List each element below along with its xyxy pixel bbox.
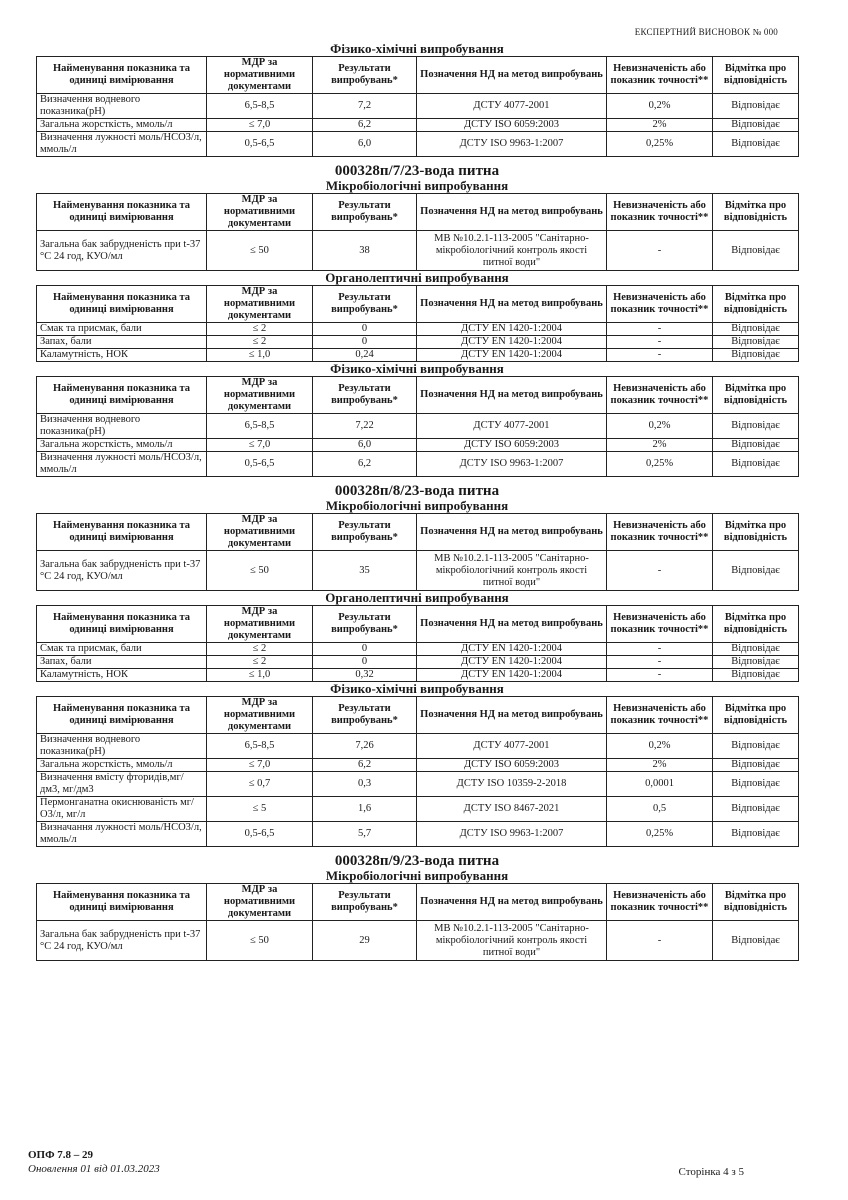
indicator-cell: Визначення лужності моль/НСО3/л, ммоль/л [37,452,207,477]
method-cell: ДСТУ EN 1420-1:2004 [417,656,607,669]
result-block [36,271,798,362]
method-cell: ДСТУ ISO 6059:2003 [417,759,607,772]
column-header-uncertainty: Невизначеність або показник точності** [607,57,713,94]
table-header-row [37,194,799,231]
section-title: Фізико-хімічні випробування [330,41,504,56]
column-header-compliance: Відмітка про відповідність [713,57,799,94]
footer-form-info [28,1148,160,1176]
result-cell: 6,2 [313,119,417,132]
column-header-result: Результати випробувань* [313,286,417,323]
result-block [36,42,798,157]
column-header-method: Позначення НД на метод випробувань [417,377,607,414]
result-block [36,483,798,591]
indicator-cell: Загальна жорсткість, ммоль/л [37,759,207,772]
table-row [37,669,799,682]
method-cell: ДСТУ EN 1420-1:2004 [417,669,607,682]
uncertainty-cell: 0,25% [607,132,713,157]
column-header-compliance: Відмітка про відповідність [713,286,799,323]
section-title: Мікробіологічні випробування [325,178,509,193]
norm-cell: ≤ 2 [207,323,313,336]
result-cell: 0 [313,643,417,656]
section-title: Органолептичні випробування [325,270,509,285]
table-row [37,772,799,797]
compliance-cell: Відповідає [713,132,799,157]
compliance-cell: Відповідає [713,452,799,477]
column-header-norm: МДР за нормативними документами [207,194,313,231]
indicator-cell: Каламутність, НОК [37,349,207,362]
norm-cell: ≤ 50 [207,231,313,271]
method-cell: ДСТУ ISO 6059:2003 [417,439,607,452]
compliance-cell: Відповідає [713,822,799,847]
section-title: Фізико-хімічні випробування [330,361,504,376]
result-cell: 1,6 [313,797,417,822]
result-cell: 6,2 [313,452,417,477]
method-cell: ДСТУ 4077-2001 [417,734,607,759]
column-header-uncertainty: Невизначеність або показник точності** [607,697,713,734]
table-row [37,921,799,961]
uncertainty-cell: 0,0001 [607,772,713,797]
column-header-method: Позначення НД на метод випробувань [417,194,607,231]
result-cell: 0 [313,656,417,669]
uncertainty-cell: - [607,349,713,362]
compliance-cell: Відповідає [713,323,799,336]
indicator-cell: Визначення лужності моль/НСО3/л, ммоль/л [37,132,207,157]
table-row [37,643,799,656]
section-title: Мікробіологічні випробування [325,868,509,883]
compliance-cell: Відповідає [713,349,799,362]
column-header-indicator: Найменування показника та одиниці вимірювання [37,514,207,551]
table-header-row [37,884,799,921]
compliance-cell: Відповідає [713,797,799,822]
norm-cell: 6,5-8,5 [207,414,313,439]
results-table [36,696,799,847]
column-header-compliance: Відмітка про відповідність [713,194,799,231]
table-row [37,231,799,271]
norm-cell: ≤ 2 [207,643,313,656]
form-code: ОПФ 7.8 – 29 [28,1149,94,1161]
method-cell: ДСТУ 4077-2001 [417,414,607,439]
column-header-result: Результати випробувань* [313,884,417,921]
compliance-cell: Відповідає [713,734,799,759]
result-block [36,853,798,961]
section-title: Органолептичні випробування [325,590,509,605]
indicator-cell: Смак та присмак, бали [37,643,207,656]
column-header-compliance: Відмітка про відповідність [713,884,799,921]
norm-cell: 0,5-6,5 [207,132,313,157]
method-cell: ДСТУ EN 1420-1:2004 [417,643,607,656]
column-header-method: Позначення НД на метод випробувань [417,286,607,323]
results-blocks [36,42,798,961]
column-header-indicator: Найменування показника та одиниці вимірювання [37,377,207,414]
uncertainty-cell: 0,5 [607,797,713,822]
table-row [37,797,799,822]
sample-title: 000328п/9/23-вода питна [334,853,500,869]
column-header-indicator: Найменування показника та одиниці вимірювання [37,286,207,323]
result-block [36,682,798,847]
uncertainty-cell: - [607,323,713,336]
uncertainty-cell: 0,2% [607,414,713,439]
table-row [37,132,799,157]
uncertainty-cell: - [607,336,713,349]
column-header-method: Позначення НД на метод випробувань [417,884,607,921]
column-header-compliance: Відмітка про відповідність [713,514,799,551]
table-row [37,323,799,336]
indicator-cell: Смак та присмак, бали [37,323,207,336]
uncertainty-cell: 2% [607,759,713,772]
result-cell: 0 [313,323,417,336]
indicator-cell: Загальна бак забрудненість при t-37 °С 24 год, КУО/мл [37,551,207,591]
method-cell: ДСТУ ISO 10359-2-2018 [417,772,607,797]
column-header-result: Результати випробувань* [313,514,417,551]
column-header-indicator: Найменування показника та одиниці вимірювання [37,697,207,734]
column-header-result: Результати випробувань* [313,57,417,94]
compliance-cell: Відповідає [713,414,799,439]
method-cell: ДСТУ ISO 6059:2003 [417,119,607,132]
indicator-cell: Запах, бали [37,336,207,349]
column-header-indicator: Найменування показника та одиниці вимірювання [37,57,207,94]
table-row [37,94,799,119]
norm-cell: ≤ 0,7 [207,772,313,797]
column-header-method: Позначення НД на метод випробувань [417,697,607,734]
uncertainty-cell: 0,25% [607,452,713,477]
norm-cell: ≤ 2 [207,656,313,669]
table-header-row [37,606,799,643]
column-header-result: Результати випробувань* [313,377,417,414]
table-header-row [37,286,799,323]
table-row [37,734,799,759]
method-cell: ДСТУ ISO 9963-1:2007 [417,132,607,157]
uncertainty-cell: - [607,921,713,961]
uncertainty-cell: - [607,551,713,591]
indicator-cell: Визначення водневого показника(рН) [37,734,207,759]
method-cell: ДСТУ 4077-2001 [417,94,607,119]
method-cell: ДСТУ EN 1420-1:2004 [417,323,607,336]
norm-cell: 0,5-6,5 [207,822,313,847]
table-row [37,414,799,439]
compliance-cell: Відповідає [713,231,799,271]
column-header-indicator: Найменування показника та одиниці вимірювання [37,884,207,921]
result-cell: 6,0 [313,439,417,452]
table-row [37,822,799,847]
result-block [36,362,798,477]
indicator-cell: Визначення водневого показника(рН) [37,414,207,439]
uncertainty-cell: 0,2% [607,94,713,119]
column-header-result: Результати випробувань* [313,697,417,734]
compliance-cell: Відповідає [713,94,799,119]
uncertainty-cell: 0,25% [607,822,713,847]
compliance-cell: Відповідає [713,643,799,656]
column-header-norm: МДР за нормативними документами [207,514,313,551]
column-header-result: Результати випробувань* [313,606,417,643]
table-row [37,656,799,669]
norm-cell: ≤ 50 [207,551,313,591]
indicator-cell: Загальна жорсткість, ммоль/л [37,119,207,132]
section-title: Фізико-хімічні випробування [330,681,504,696]
method-cell: ДСТУ ISO 8467-2021 [417,797,607,822]
compliance-cell: Відповідає [713,656,799,669]
uncertainty-cell: - [607,643,713,656]
sample-title: 000328п/8/23-вода питна [334,483,500,499]
column-header-uncertainty: Невизначеність або показник точності** [607,884,713,921]
result-cell: 35 [313,551,417,591]
compliance-cell: Відповідає [713,759,799,772]
sample-title: 000328п/7/23-вода питна [334,163,500,179]
method-cell: МВ №10.2.1-113-2005 "Санітарно-мікробіологічний контроль якості питної води" [417,231,607,271]
table-header-row [37,514,799,551]
column-header-uncertainty: Невизначеність або показник точності** [607,194,713,231]
uncertainty-cell: 0,2% [607,734,713,759]
table-header-row [37,697,799,734]
column-header-method: Позначення НД на метод випробувань [417,606,607,643]
indicator-cell: Каламутність, НОК [37,669,207,682]
update-note: Оновлення 01 від 01.03.2023 [28,1163,160,1175]
results-table [36,56,799,157]
result-cell: 5,7 [313,822,417,847]
indicator-cell: Загальна жорсткість, ммоль/л [37,439,207,452]
norm-cell: 0,5-6,5 [207,452,313,477]
compliance-cell: Відповідає [713,772,799,797]
table-row [37,336,799,349]
results-table [36,605,799,682]
indicator-cell: Визначання лужності моль/НСО3/л, ммоль/л [37,822,207,847]
uncertainty-cell: 2% [607,439,713,452]
column-header-result: Результати випробувань* [313,194,417,231]
method-cell: ДСТУ ISO 9963-1:2007 [417,452,607,477]
indicator-cell: Визначення водневого показника(рН) [37,94,207,119]
column-header-indicator: Найменування показника та одиниці вимірювання [37,194,207,231]
result-cell: 0 [313,336,417,349]
table-row [37,551,799,591]
table-row [37,119,799,132]
column-header-compliance: Відмітка про відповідність [713,606,799,643]
results-table [36,513,799,591]
result-cell: 29 [313,921,417,961]
uncertainty-cell: - [607,231,713,271]
section-title: Мікробіологічні випробування [325,498,509,513]
compliance-cell: Відповідає [713,119,799,132]
result-cell: 0,24 [313,349,417,362]
column-header-uncertainty: Невизначеність або показник точності** [607,286,713,323]
method-cell: ДСТУ EN 1420-1:2004 [417,336,607,349]
uncertainty-cell: - [607,669,713,682]
column-header-uncertainty: Невизначеність або показник точності** [607,377,713,414]
compliance-cell: Відповідає [713,439,799,452]
table-header-row [37,377,799,414]
norm-cell: ≤ 1,0 [207,669,313,682]
uncertainty-cell: 2% [607,119,713,132]
norm-cell: ≤ 50 [207,921,313,961]
column-header-method: Позначення НД на метод випробувань [417,57,607,94]
indicator-cell: Загальна бак забрудненість при t-37 °С 24 год, КУО/мл [37,921,207,961]
method-cell: МВ №10.2.1-113-2005 "Санітарно-мікробіологічний контроль якості питної води" [417,551,607,591]
column-header-norm: МДР за нормативними документами [207,884,313,921]
norm-cell: ≤ 7,0 [207,759,313,772]
norm-cell: 6,5-8,5 [207,734,313,759]
norm-cell: 6,5-8,5 [207,94,313,119]
results-table [36,193,799,271]
indicator-cell: Запах, бали [37,656,207,669]
column-header-indicator: Найменування показника та одиниці вимірювання [37,606,207,643]
result-block [36,591,798,682]
table-row [37,759,799,772]
method-cell: МВ №10.2.1-113-2005 "Санітарно-мікробіологічний контроль якості питної води" [417,921,607,961]
method-cell: ДСТУ EN 1420-1:2004 [417,349,607,362]
table-row [37,452,799,477]
table-header-row [37,57,799,94]
results-table [36,285,799,362]
result-cell: 7,22 [313,414,417,439]
compliance-cell: Відповідає [713,921,799,961]
column-header-norm: МДР за нормативними документами [207,286,313,323]
column-header-compliance: Відмітка про відповідність [713,697,799,734]
column-header-method: Позначення НД на метод випробувань [417,514,607,551]
page-number: Сторінка 4 з 5 [678,1166,744,1178]
compliance-cell: Відповідає [713,336,799,349]
result-cell: 38 [313,231,417,271]
result-block [36,163,798,271]
indicator-cell: Загальна бак забрудненість при t-37 °С 24 год, КУО/мл [37,231,207,271]
column-header-norm: МДР за нормативними документами [207,377,313,414]
column-header-uncertainty: Невизначеність або показник точності** [607,514,713,551]
results-table [36,883,799,961]
document-header: ЕКСПЕРТНИЙ ВИСНОВОК № 000 [634,27,778,37]
column-header-norm: МДР за нормативними документами [207,606,313,643]
column-header-norm: МДР за нормативними документами [207,57,313,94]
result-cell: 6,2 [313,759,417,772]
column-header-norm: МДР за нормативними документами [207,697,313,734]
indicator-cell: Визначення вмісту фторидів,мг/дм3, мг/дм3 [37,772,207,797]
results-table [36,376,799,477]
indicator-cell: Пермонганатна окиснюваність мг/О3/л, мг/л [37,797,207,822]
norm-cell: ≤ 7,0 [207,439,313,452]
result-cell: 6,0 [313,132,417,157]
result-cell: 7,2 [313,94,417,119]
uncertainty-cell: - [607,656,713,669]
column-header-compliance: Відмітка про відповідність [713,377,799,414]
method-cell: ДСТУ ISO 9963-1:2007 [417,822,607,847]
compliance-cell: Відповідає [713,551,799,591]
result-cell: 0,3 [313,772,417,797]
table-row [37,439,799,452]
norm-cell: ≤ 7,0 [207,119,313,132]
result-cell: 0,32 [313,669,417,682]
norm-cell: ≤ 2 [207,336,313,349]
norm-cell: ≤ 1,0 [207,349,313,362]
compliance-cell: Відповідає [713,669,799,682]
column-header-uncertainty: Невизначеність або показник точності** [607,606,713,643]
result-cell: 7,26 [313,734,417,759]
norm-cell: ≤ 5 [207,797,313,822]
table-row [37,349,799,362]
